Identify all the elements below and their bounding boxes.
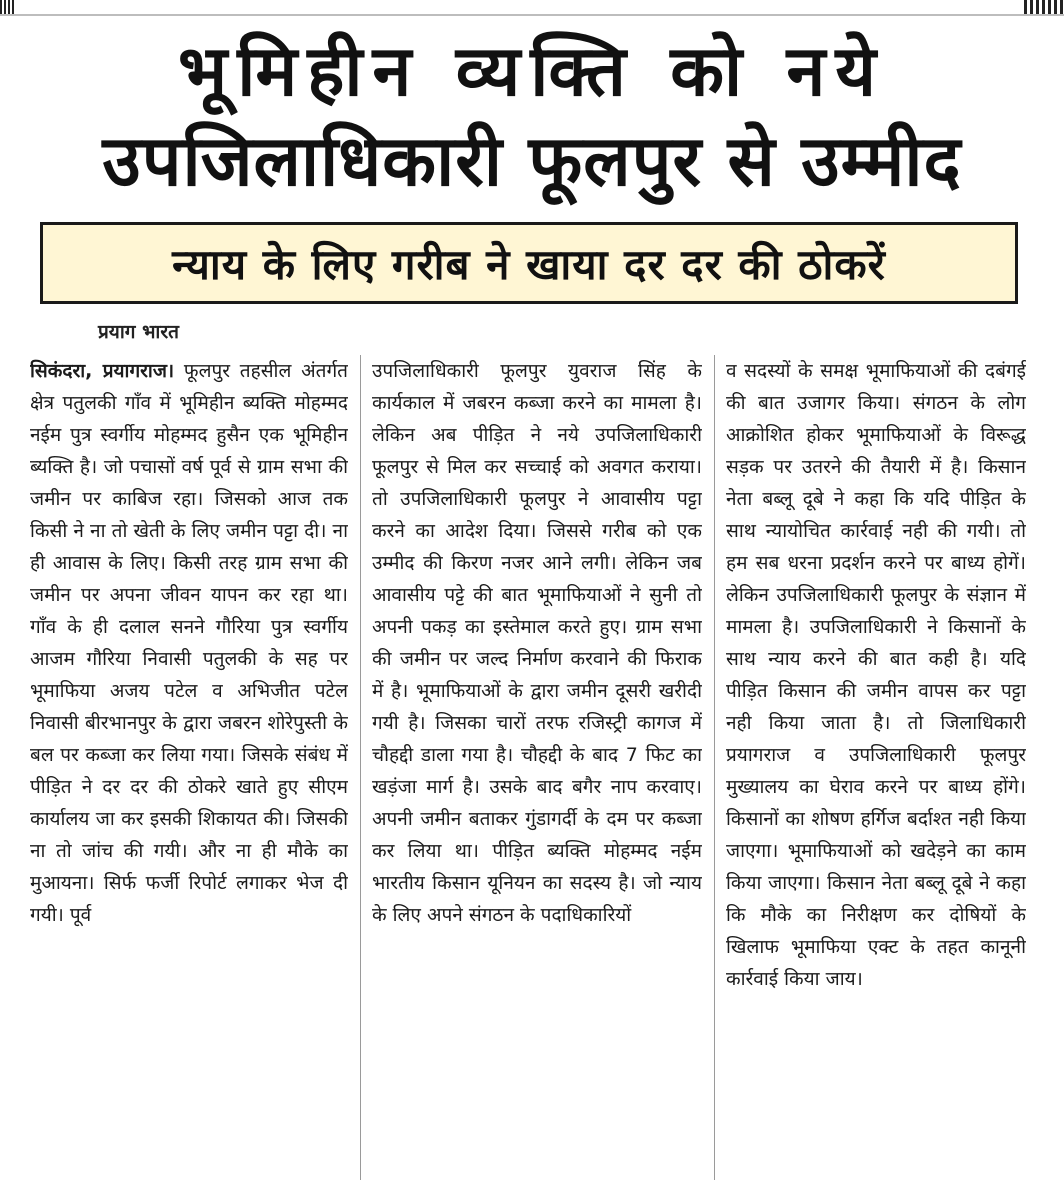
headline-line-2: उपजिलाधिकारी फूलपुर से उम्मीद xyxy=(102,120,962,202)
column-1-text: फूलपुर तहसील अंतर्गत क्षेत्र पतुलकी गाँव में भूमिहीन ब्यक्ति मोहम्मद नईम पुत्र स्वर्गीय मोहम्मद हुसैन एक भूमिहीन ब्यक्ति है। जो पचासों वर्ष पूर्व से ग्राम सभा की जमीन पर काबिज रहा। जिसको आज तक किसी ने ना तो खेती के लिए जमीन पट्टा दी। ना ही आवास के लिए। किसी तरह ग्राम सभा की जमीन पर अपना जीवन यापन कर रहा था। गाँव के ही दलाल सनने गौरिया पुत्र स्वर्गीय आजम गौरिया निवासी पतुलकी के सह पर भूमाफिया अजय पटेल व अभिजीत पटेल निवासी बीरभानपुर के द्वारा जबरन शोरेपुस्ती के बल पर कब्जा कर लिया गया। जिसके संबंध में पीड़ित ने दर दर की ठोकरे खाते हुए सीएम कार्यालय जा कर इसकी शिकायत की। जिसकी ना तो जांच की गयी। और ना ही मौके का मुआयना। सिर्फ फर्जी रिपोर्ट लगाकर भेज दी गयी। पूर्व xyxy=(30,360,348,926)
subheadline: न्याय के लिए गरीब ने खाया दर दर की ठोकरें xyxy=(172,239,886,289)
column-2-text: उपजिलाधिकारी फूलपुर युवराज सिंह के कार्यकाल में जबरन कब्जा करने का मामला है। लेकिन अब पीड़ित ने नये उपजिलाधिकारी फूलपुर से मिल कर सच्चाई को अवगत कराया। तो उपजिलाधिकारी फूलपुर ने आवासीय पट्टा करने का आदेश दिया। जिससे गरीब को एक उम्मीद की किरण नजर आने लगी। लेकिन जब आवासीय पट्टे की बात भूमाफियाओं ने सुनी तो अपनी पकड़ का इस्तेमाल करते हुए। ग्राम सभा की जमीन पर जल्द निर्माण करवाने की फिराक में है। भूमाफियाओं के द्वारा जमीन दूसरी खरीदी गयी है। जिसका चारों तरफ रजिस्ट्री कागज में चौहद्दी डाला गया है। चौहद्दी के बाद 7 फिट का खड़ंजा मार्ग है। उसके बाद बगैर नाप करवाए। अपनी जमीन बताकर गुंडागर्दी के दम पर कब्जा कर लिया था। पीड़ित ब्यक्ति मोहम्मद नईम भारतीय किसान यूनियन का सदस्य है। जो न्याय के लिए अपने संगठन के पदाधिकारियों xyxy=(372,360,702,926)
byline: प्रयाग भारत xyxy=(98,321,179,343)
subheadline-box xyxy=(40,222,1018,304)
article-column-3 xyxy=(726,355,1026,1185)
headline-line-1: भूमिहीन व्यक्ति को नये xyxy=(178,30,886,112)
article-column-1 xyxy=(30,355,348,1185)
top-edge-rule xyxy=(0,0,1064,16)
column-divider xyxy=(360,355,361,1180)
article-column-2 xyxy=(372,355,702,1185)
column-divider xyxy=(714,355,715,1180)
column-3-text: व सदस्यों के समक्ष भूमाफियाओं की दबंगई की बात उजागर किया। संगठन के लोग आक्रोशित होकर भूमाफियाओं के विरूद्ध सड़क पर उतरने की तैयारी में है। किसान नेता बब्लू दूबे ने कहा कि यदि पीड़ित के साथ न्यायोचित कार्रवाई नही की गयी। तो हम सब धरना प्रदर्शन करने पर बाध्य होगें। लेकिन उपजिलाधिकारी फूलपुर के संज्ञान में मामला है। उपजिलाधिकारी ने किसानों के साथ न्याय करने की बात कही है। यदि पीड़ित किसान की जमीन वापस कर पट्टा नही किया जाता है। तो जिलाधिकारी प्रयागराज व उपजिलाधिकारी फूलपुर मुख्यालय का घेराव करने पर बाध्य होंगे। किसानों का शोषण हर्गिज बर्दाश्त नही किया जाएगा। भूमाफियाओं को खदेड़ने का काम किया जाएगा। किसान नेता बब्लू दूबे ने कहा कि मौके का निरीक्षण कर दोषियों के खिलाफ भूमाफिया एक्ट के तहत कानूनी कार्रवाई किया जाय। xyxy=(726,360,1026,990)
dateline: सिकंदरा, प्रयागराज। xyxy=(30,360,175,382)
